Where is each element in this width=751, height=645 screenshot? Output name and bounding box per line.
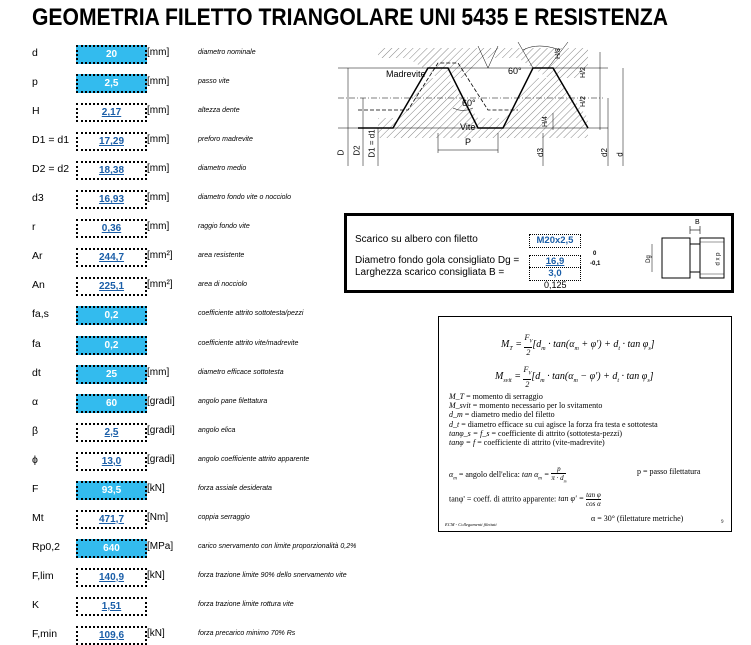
parameter-label: H: [32, 105, 40, 118]
parameter-unit: [kN]: [147, 628, 165, 639]
legend-text: = momento necessario per lo svitamento: [472, 401, 603, 411]
pitch-note: p = passo filettatura: [637, 467, 701, 476]
parameter-result: 2,17: [76, 103, 147, 122]
formula-msvit: $M_{svit}$ = $F_V$ $2[d_m \cdot \tan(\alpha_m - \varphi') + d_t \cdot \tan \varphi_s]$: [495, 365, 654, 389]
formula-page-number: 9: [721, 520, 724, 525]
parameter-label: D1 = d1: [32, 134, 70, 147]
parameter-label: fa: [32, 337, 41, 350]
undercut-extra: 0,125: [544, 280, 567, 290]
parameter-result: 140,9: [76, 568, 147, 587]
legend-symbol: d_m: [449, 410, 463, 420]
parameter-input[interactable]: 0,2: [76, 306, 147, 325]
parameter-description: forza precarico minimo 70% Rs: [198, 630, 296, 637]
parameter-label: d: [32, 47, 38, 59]
undercut-fig-b: B: [695, 219, 700, 226]
helix-formula: $\alpha_m$ = angolo dell'elica: $\tan \alpha_m$ = p $\pi \cdot d_m$: [449, 465, 567, 484]
parameter-label: r: [32, 221, 36, 234]
parameter-result: 0,36: [76, 219, 147, 238]
parameter-description: passo vite: [198, 78, 230, 86]
parameter-label: F,min: [32, 628, 58, 640]
legend-line: [449, 392, 543, 401]
formula-panel: [438, 316, 732, 532]
parameter-label: ϕ: [32, 453, 38, 466]
parameter-unit: [gradi]: [147, 395, 175, 407]
legend-symbol: M_T: [449, 392, 465, 401]
parameter-row: [0, 44, 380, 64]
parameter-description: diametro efficace sottotesta: [198, 368, 284, 376]
parameter-unit: [Nm]: [147, 511, 169, 523]
parameter-row: [0, 567, 380, 587]
legend-text: = diametro efficace su cui agisce la forza fra testa e sottotesta: [461, 419, 658, 429]
diagram-label-D2: D2: [352, 145, 362, 156]
legend-symbol: d_t: [449, 419, 460, 429]
parameter-unit: [gradi]: [147, 424, 175, 436]
parameter-result: 109,6: [76, 626, 147, 645]
parameter-row: [0, 218, 380, 238]
legend-symbol: M_svit: [449, 401, 471, 411]
undercut-b-value: 3,0: [529, 267, 581, 281]
legend-line: [449, 438, 605, 447]
diagram-label-h4: H/4: [541, 116, 549, 127]
parameter-unit: [mm]: [147, 105, 170, 117]
undercut-fig-dg: Dg: [645, 255, 652, 263]
parameter-description: coefficiente attrito sottotesta/pezzi: [198, 310, 304, 318]
parameter-description: diametro fondo vite o nocciolo: [198, 194, 291, 202]
parameter-row: [0, 393, 380, 413]
legend-text: = diametro medio del filetto: [464, 410, 555, 420]
parameter-row: [0, 451, 380, 471]
friction-formula: tanφ' = coeff. di attrito apparente: tan φ' = tan φ cos α: [449, 491, 601, 508]
undercut-title: Scarico su albero con filetto: [355, 234, 478, 245]
undercut-b-label: Larghezza scarico consigliata B =: [355, 267, 505, 278]
legend-line: [449, 429, 622, 438]
parameter-description: coefficiente attrito vite/madrevite: [198, 339, 299, 347]
parameter-label: K: [32, 598, 40, 611]
parameter-label: F: [32, 482, 39, 495]
undercut-tol-down: -0,1: [590, 261, 601, 267]
formula-footer: ECM - Collegamenti filettati: [445, 522, 497, 527]
parameter-description: angolo pane filettatura: [198, 397, 268, 405]
parameter-unit: [mm²]: [147, 279, 173, 291]
alpha-note: α = 30° (filettature metriche): [591, 514, 684, 523]
parameter-input[interactable]: 25: [76, 365, 147, 384]
parameter-result: 17,29: [76, 132, 147, 151]
parameter-row: [0, 335, 380, 355]
parameter-result: 18,38: [76, 161, 147, 180]
parameter-unit: [kN]: [147, 482, 165, 494]
undercut-panel: [344, 213, 734, 293]
diagram-angle-mid: 60°: [462, 98, 476, 108]
parameter-unit: [mm]: [147, 76, 170, 88]
parameter-unit: [mm]: [147, 134, 170, 146]
undercut-fig-dxp: d x p: [715, 252, 722, 266]
parameter-description: angolo coefficiente attrito apparente: [198, 455, 310, 463]
parameter-label: Rp0,2: [32, 540, 61, 553]
parameter-label: Ar: [32, 250, 43, 263]
page-title: GEOMETRIA FILETTO TRIANGOLARE UNI 5435 E RESISTENZA: [32, 4, 669, 31]
parameter-input[interactable]: 60: [76, 394, 147, 413]
diagram-label-D1: D1 = d1: [367, 129, 377, 158]
parameter-description: carico snervamento con limite proporzionalità 0,2%: [198, 542, 357, 550]
legend-line: [449, 401, 602, 410]
legend-line: [449, 420, 658, 429]
parameter-description: angolo elica: [198, 426, 236, 434]
parameter-input[interactable]: 640: [76, 539, 147, 558]
parameter-description: altezza dente: [198, 107, 240, 115]
legend-text: = momento di serraggio: [466, 392, 543, 401]
legend-line: [449, 410, 555, 419]
parameter-row: [0, 276, 380, 296]
parameter-row: [0, 305, 380, 325]
legend-symbol: tanφ_s = f_s: [449, 428, 490, 438]
parameter-unit: [gradi]: [147, 453, 175, 465]
parameter-label: D2 = d2: [32, 163, 70, 176]
parameter-unit: [mm]: [147, 47, 170, 58]
parameter-unit: [mm]: [147, 163, 170, 175]
parameter-row: [0, 538, 380, 558]
parameter-input[interactable]: 0,2: [76, 336, 147, 355]
parameter-unit: [mm]: [147, 221, 170, 233]
diagram-label-d3: d3: [535, 148, 545, 157]
parameter-description: forza assiale desiderata: [198, 484, 272, 492]
parameter-label: Mt: [32, 511, 44, 524]
parameter-description: area resistente: [198, 252, 245, 260]
parameter-description: diametro medio: [198, 165, 247, 173]
parameter-result: 1,51: [76, 597, 147, 616]
parameter-label: fa,s: [32, 308, 49, 321]
parameter-description: area di nocciolo: [198, 281, 248, 289]
parameter-unit: [mm]: [147, 366, 170, 378]
legend-text: = coefficiente di attrito (sottotesta-pezzi): [491, 428, 623, 438]
parameter-row: [0, 189, 380, 209]
parameter-description: forza trazione limite rottura vite: [198, 600, 294, 608]
diagram-angle-top: 60°: [508, 66, 522, 76]
diagram-label-d: d: [615, 152, 625, 157]
parameter-label: β: [32, 424, 39, 437]
parameter-row: [0, 131, 380, 151]
parameter-row: [0, 509, 380, 529]
parameter-label: An: [32, 279, 45, 292]
diagram-label-h8: H/8: [554, 48, 562, 59]
parameter-label: α: [32, 395, 39, 408]
parameter-description: preforo madrevite: [198, 136, 253, 144]
parameter-row: [0, 160, 380, 180]
parameter-row: [0, 625, 380, 645]
legend-symbol: tanφ = f: [449, 438, 476, 447]
diagram-label-p: P: [465, 137, 472, 147]
undercut-code: M20x2,5: [529, 234, 581, 248]
undercut-tol-up: 0: [593, 251, 597, 257]
undercut-dg-value: 16,9: [529, 255, 581, 269]
parameter-row: [0, 480, 380, 500]
parameter-description: coppia serraggio: [198, 513, 250, 521]
parameter-unit: [mm]: [147, 192, 170, 204]
diagram-label-vite: Vite: [460, 122, 476, 132]
parameter-result: 225,1: [76, 277, 147, 296]
diagram-label-h2b: H/2: [579, 96, 587, 107]
parameter-result: 471,7: [76, 510, 147, 529]
parameter-label: dt: [32, 366, 41, 379]
parameter-input[interactable]: 2,5: [76, 74, 147, 93]
parameter-label: F,lim: [32, 569, 54, 582]
parameter-unit: [MPa]: [147, 540, 174, 552]
diagram-label-h2a: H/2: [579, 67, 587, 78]
parameter-row: [0, 73, 380, 93]
parameter-result: 2,5: [76, 423, 147, 442]
parameter-input[interactable]: 93,5: [76, 481, 147, 500]
parameter-row: [0, 247, 380, 267]
parameter-row: [0, 364, 380, 384]
parameter-input[interactable]: 20: [76, 45, 147, 64]
parameter-description: diametro nominale: [198, 49, 256, 56]
parameter-result: 244,7: [76, 248, 147, 267]
parameter-result: 13,0: [76, 452, 147, 471]
diagram-label-madrevite: Madrevite: [386, 69, 426, 79]
parameter-result: 16,93: [76, 190, 147, 209]
parameter-row: [0, 422, 380, 442]
undercut-dg-label: Diametro fondo gola consigliato Dg =: [355, 255, 520, 266]
parameter-unit: [mm²]: [147, 250, 173, 262]
parameter-description: raggio fondo vite: [198, 223, 250, 231]
parameter-unit: [kN]: [147, 569, 165, 581]
parameter-label: d3: [32, 192, 44, 205]
parameter-row: [0, 102, 380, 122]
parameter-row: [0, 596, 380, 616]
parameter-description: forza trazione limite 90% dello snervamento vite: [198, 571, 347, 579]
diagram-label-D: D: [336, 149, 346, 156]
diagram-label-d2: d2: [599, 148, 609, 157]
parameter-label: p: [32, 76, 38, 89]
legend-text: = coefficiente di attrito (vite-madrevite): [477, 438, 605, 447]
formula-mt: $M_T$ = $F_V$ $2[d_m \cdot \tan(\alpha_m + \varphi') + d_t \cdot \tan \varphi_s]$: [501, 333, 655, 357]
